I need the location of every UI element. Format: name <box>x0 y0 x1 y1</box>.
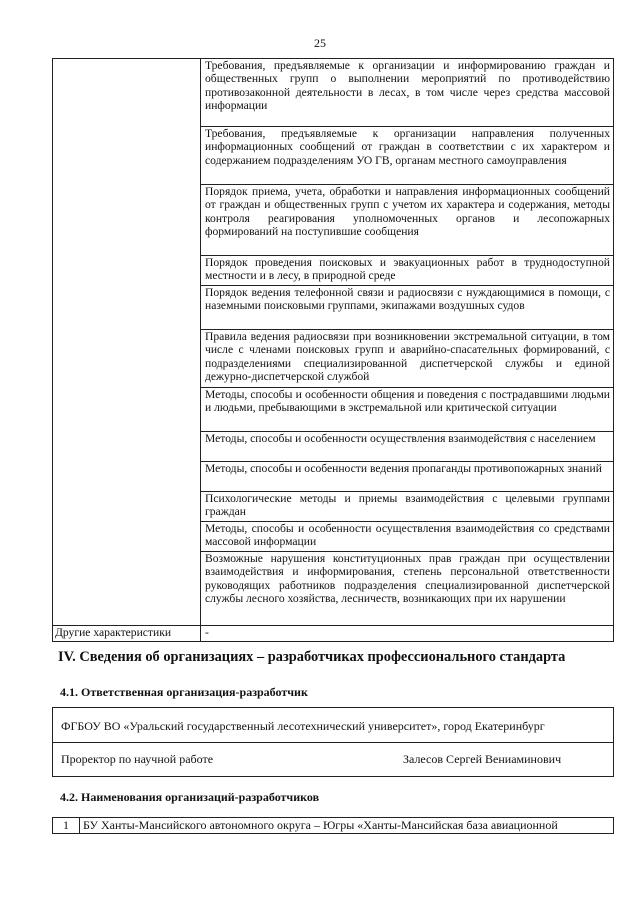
developer-name: БУ Ханты-Мансийского автономного округа – Югры «Ханты-Мансийская база авиационной <box>80 818 614 834</box>
other-characteristics-row <box>53 626 614 642</box>
requirement-text: Правила ведения радиосвязи при возникновении экстремальной ситуации, в том числе с членами поисковых групп и аварийно-спасательных формирований, с подразделениями специализированной диспетчерской службы и единой дежурно-диспетчерской службой <box>201 330 614 388</box>
requirement-text: Методы, способы и особенности ведения пропаганды противопожарных знаний <box>201 462 614 492</box>
page-number: 25 <box>314 36 326 50</box>
requirement-text: Порядок приема, учета, обработки и направления информационных сообщений от граждан и общественных групп с учетом их характера и содержания, методы контроля реагирования уполномоченных органов и лесопожарных формирований на поступившие сообщения <box>201 185 614 256</box>
requirement-row <box>53 59 614 127</box>
section-title: IV. Сведения об организациях – разработчиках профессионального стандарта <box>58 649 566 665</box>
developers-table <box>52 817 614 834</box>
subsection-title-responsible: 4.1. Ответственная организация-разработчик <box>60 685 308 699</box>
requirement-text: Методы, способы и особенности осуществления взаимодействия с населением <box>201 432 614 462</box>
requirement-text: Методы, способы и особенности осуществления взаимодействия со средствами массовой информации <box>201 522 614 552</box>
characteristic-label-cell <box>53 59 201 626</box>
knowledge-table <box>52 58 614 642</box>
requirement-text: Требования, предъявляемые к организации направления полученных информационных сообщений от граждан в соответствии с их характером и содержанием подразделениям УО ГВ, органам местного самоуправления <box>201 127 614 185</box>
developer-row <box>53 818 614 834</box>
person-name: Залесов Сергей Вениаминович <box>403 752 562 766</box>
other-characteristics-value: - <box>201 626 614 642</box>
developer-number: 1 <box>53 818 80 834</box>
requirement-text: Порядок проведения поисковых и эвакуационных работ в труднодоступной местности и в лесу, в природной среде <box>201 256 614 286</box>
other-characteristics-label: Другие характеристики <box>53 626 201 642</box>
divider <box>53 742 613 743</box>
requirement-text: Психологические методы и приемы взаимодействия с целевыми группами граждан <box>201 492 614 522</box>
requirement-text: Требования, предъявляемые к организации и информированию граждан и общественных групп о выполнении мероприятий по противодействию противозаконной деятельности в лесах, в том числе через средства массовой информации <box>201 59 614 127</box>
position-label: Проректор по научной работе <box>61 752 214 766</box>
subsection-title-developers: 4.2. Наименования организаций-разработчиков <box>60 790 320 804</box>
requirement-text: Порядок ведения телефонной связи и радиосвязи с нуждающимися в помощи, с наземными поисковыми группами, экипажами воздушных судов <box>201 286 614 330</box>
organization-name: ФГБОУ ВО «Уральский государственный лесотехнический университет», город Екатеринбург <box>61 719 545 733</box>
responsible-organization-box <box>52 707 614 777</box>
requirement-text: Методы, способы и особенности общения и поведения с пострадавшими людьми и людьми, пребывающими в экстремальной или критической ситуации <box>201 388 614 432</box>
requirement-text: Возможные нарушения конституционных прав граждан при осуществлении взаимодействия и информирования, степень персональной ответственности руководящих работников подразделения специализированной диспетчерской службы лесного хозяйства, лесничеств, возникающих при их нарушении <box>201 552 614 626</box>
